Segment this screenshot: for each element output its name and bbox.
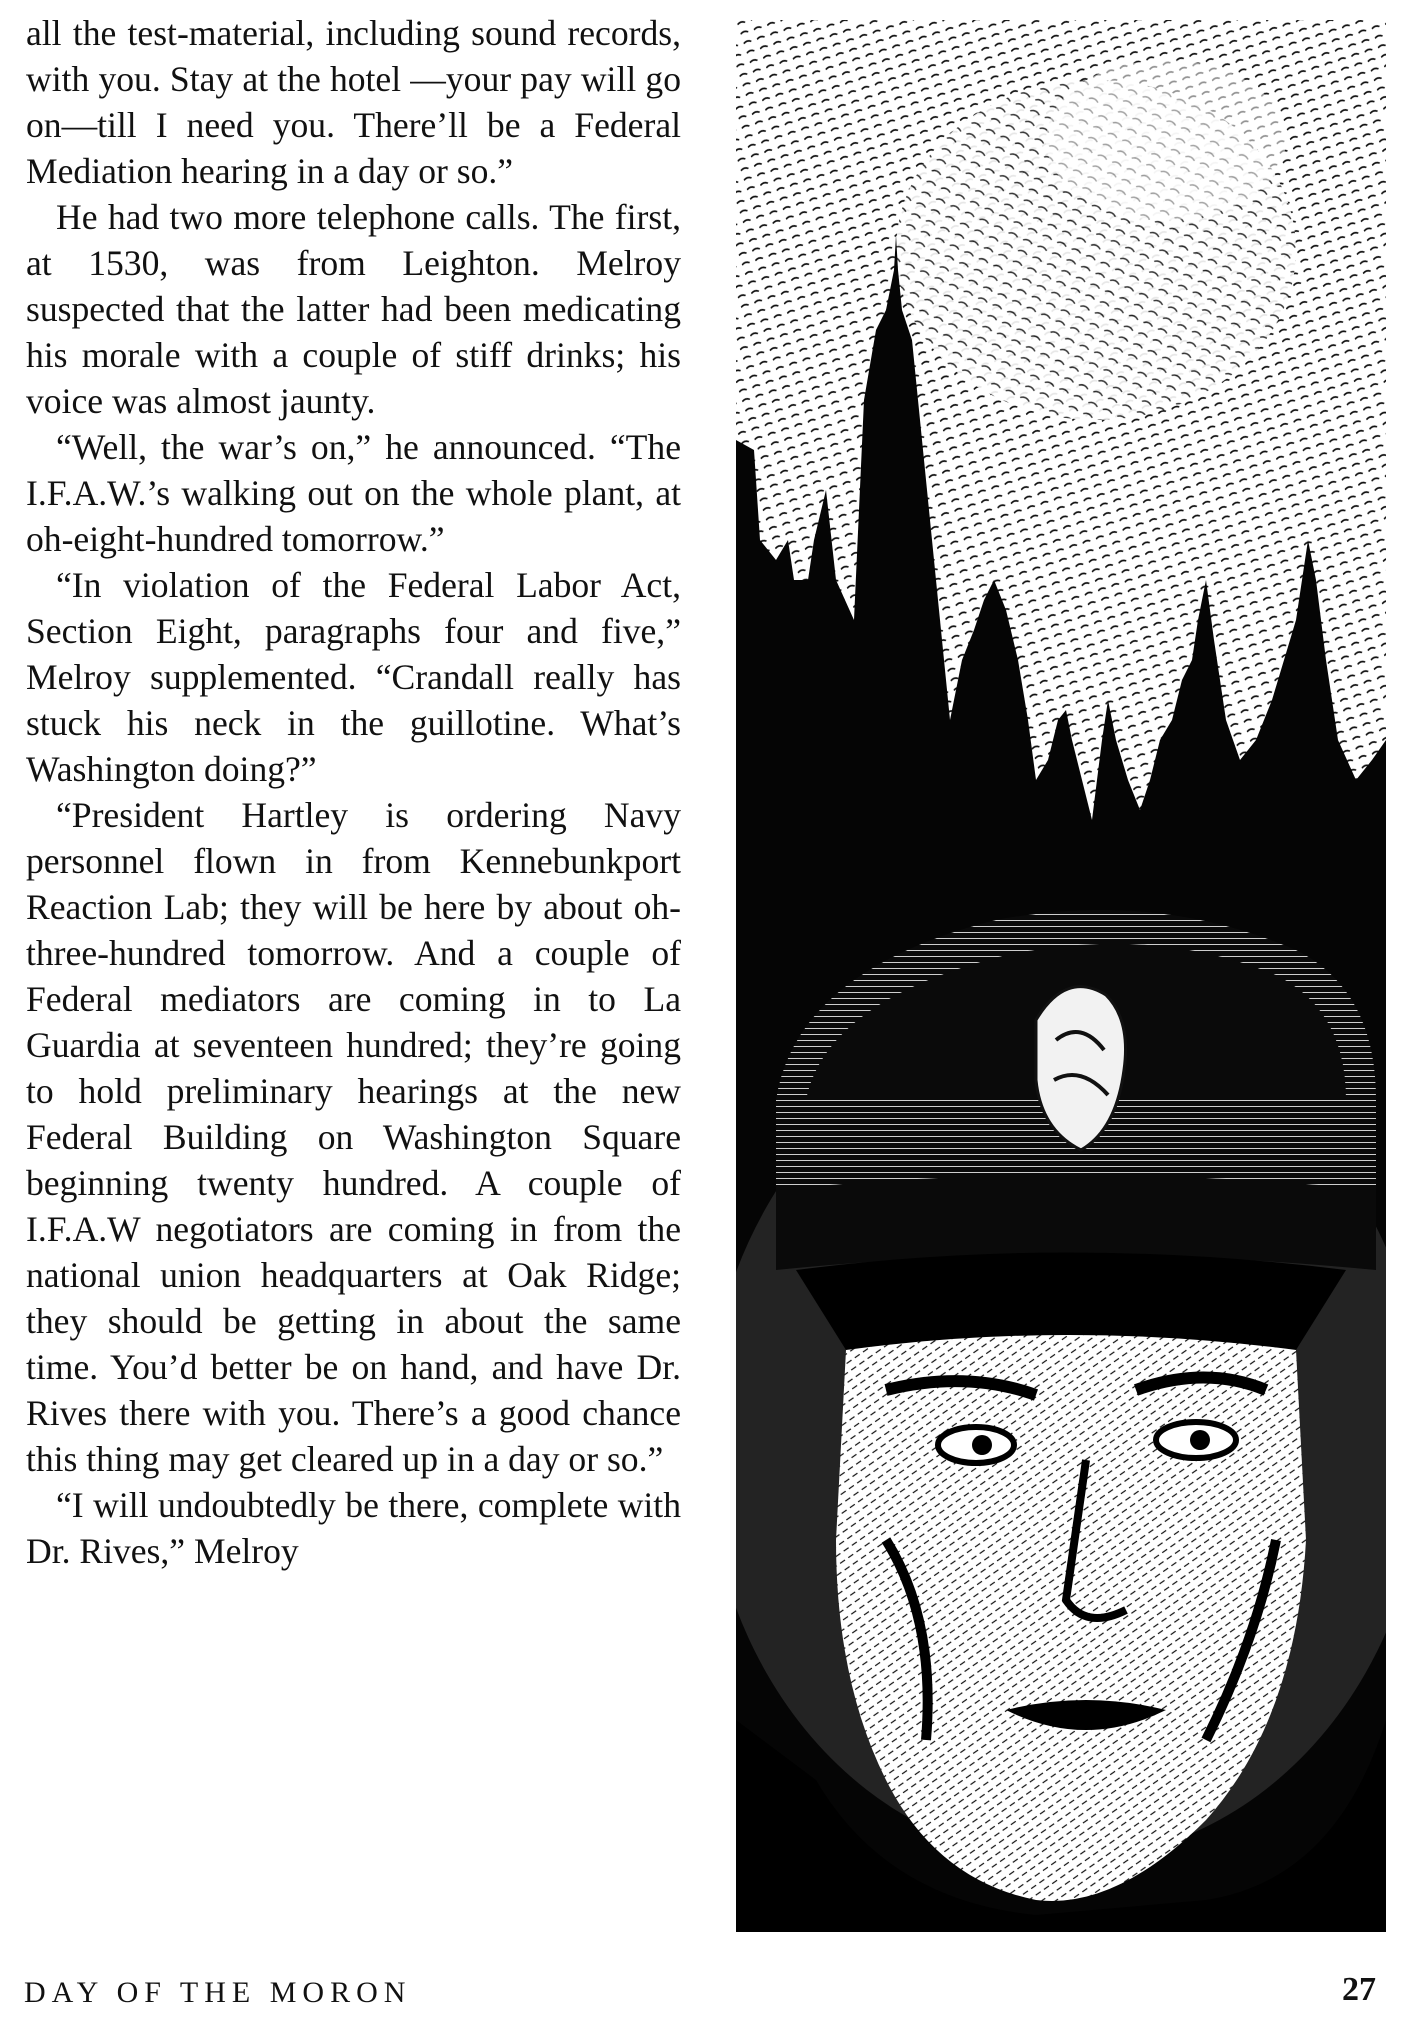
- paragraph: “Well, the war’s on,” he announced. “The I.F.A.W.’s walking out on the whole plant, at oh-eight-hundred tomorrow.”: [26, 427, 681, 559]
- paragraph: “In violation of the Federal Labor Act, Section Eight, paragraphs four and five,” Melroy supplemented. “Crandall really has stuck his neck in the guillotine. What’s Washington doing?”: [26, 565, 681, 789]
- running-footer-title: DAY OF THE MORON: [24, 1976, 412, 2009]
- paragraph-final: “I will undoubtedly be there, complete with Dr. Rives,” Melroy: [26, 1485, 681, 1571]
- paragraph-continued: all the test-material, including sound records, with you. Stay at the hotel —your pay will go on—till I need you. There’ll be a Federal Mediation hearing in a day or so.”: [26, 13, 681, 191]
- woodcut-illustration: [736, 20, 1386, 1932]
- cloud-highlight: [1046, 60, 1286, 220]
- paragraph: “President Hartley is ordering Navy personnel flown in from Kennebunkport Reaction Lab; they will be here by about oh-three-hundred tomorrow. And a couple of Federal mediators are coming in to La Guardia at seventeen hundred; they’re going to hold preliminary hearings at the new Federal Building on Washington Square beginning twenty hundred. A couple of I.F.A.W negotiators are coming in from the national union headquarters at Oak Ridge; they should be getting in about the same time. You’d better be on hand, and have Dr. Rives there with you. There’s a good chance this thing may get cleared up in a day or so.”: [26, 795, 681, 1479]
- article-column: [26, 10, 681, 1574]
- page-number: 27: [1342, 1971, 1376, 2008]
- right-pupil: [1190, 1430, 1210, 1450]
- paragraph: He had two more telephone calls. The first, at 1530, was from Leighton. Melroy suspected that the latter had been medicating his morale with a couple of stiff drinks; his voice was almost jaunty.: [26, 197, 681, 421]
- left-pupil: [972, 1435, 992, 1455]
- illustration-art: [736, 20, 1386, 1932]
